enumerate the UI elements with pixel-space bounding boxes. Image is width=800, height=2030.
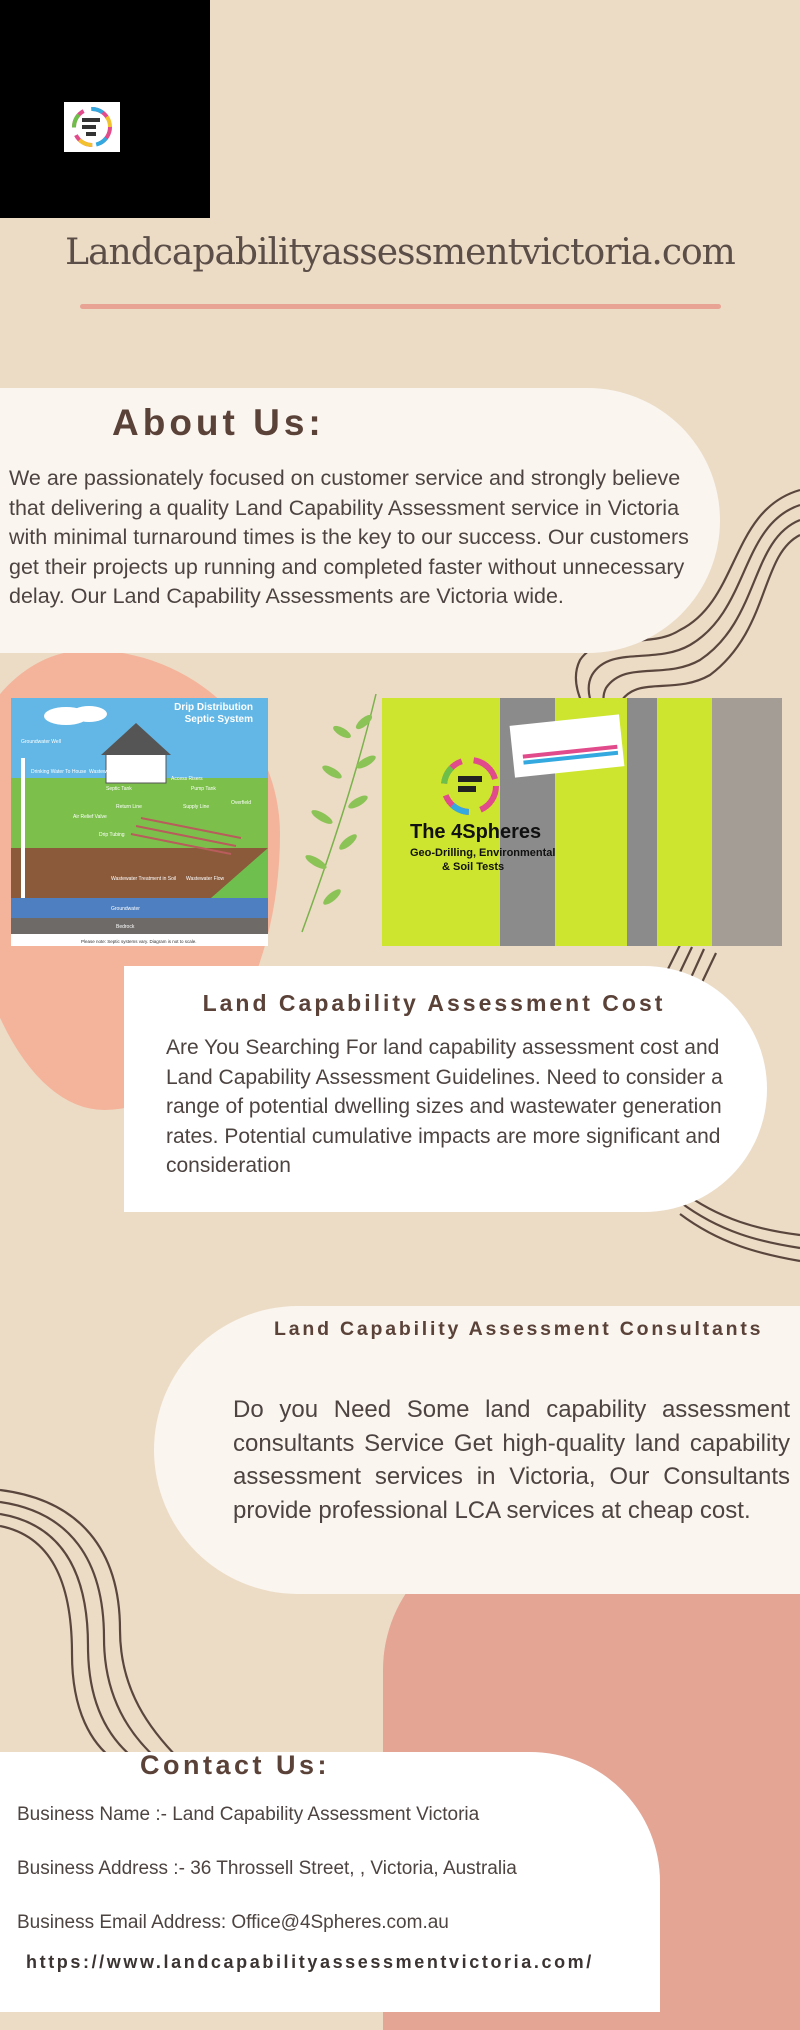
title-divider <box>80 304 721 309</box>
about-text: We are passionately focused on customer service and strongly believe that delivering a quality Land Capability Assessment service in Victoria with minimal turnaround times is the key to our success. Our customers get their projects up running and completed faster without unnecessary delay. Our Land Capability Assessments are Victoria wide. <box>9 466 689 608</box>
vest-tagline-line2: & Soil Tests <box>442 861 505 873</box>
septic-title-line2: Septic System <box>184 714 253 725</box>
label-groundwater: Groundwater <box>111 906 140 912</box>
label-wastewater-flow: Wastewater Flow <box>186 876 225 882</box>
label-drinking-water: Drinking Water To House <box>31 769 87 775</box>
label-access-risers: Access Risers <box>171 776 203 782</box>
branded-vest-photo <box>382 698 782 946</box>
contact-heading: Contact Us: <box>140 1750 331 1780</box>
cost-text: Are You Searching For land capability assessment cost and Land Capability Assessment Guidelines. Need to consider a range of potential dwelling sizes and wastewater generation rates. Potential cumulative impacts are more significant and consideration <box>166 1036 723 1177</box>
label-drip-tubing: Drip Tubing <box>99 832 125 838</box>
business-email[interactable]: Business Email Address: Office@4Spheres.com.au <box>17 1912 449 1933</box>
spheres-logo-icon <box>64 102 120 152</box>
septic-caption: Please note: Septic systems vary. Diagram is not to scale. <box>81 939 197 944</box>
label-air-relief-valve: Air Relief Valve <box>73 814 107 820</box>
label-wastewater-treatment: Wastewater Treatment in Soil <box>111 876 177 882</box>
label-wastewater-from-house: Wastewater From House <box>89 769 145 775</box>
contact-card <box>0 1752 660 2012</box>
label-bedrock: Bedrock <box>116 924 135 930</box>
about-heading: About Us: <box>112 402 325 443</box>
business-address: Business Address :- 36 Throssell Street, , Victoria, Australia <box>17 1858 517 1879</box>
vest-brand-text: The 4Spheres <box>410 821 542 843</box>
septic-title-line1: Drip Distribution <box>174 702 253 713</box>
vest-tagline-line1: Geo-Drilling, Environmental <box>410 847 556 859</box>
label-return-line: Return Line <box>116 804 142 810</box>
label-supply-line: Supply Line <box>183 804 210 810</box>
label-septic-tank: Septic Tank <box>106 786 132 792</box>
company-logo <box>64 102 120 152</box>
label-pump-tank: Pump Tank <box>191 786 216 792</box>
site-title: Landcapabilityassessmentvictoria.com <box>65 232 735 273</box>
logo-block <box>0 0 210 218</box>
label-groundwater-well: Groundwater Well <box>21 739 61 745</box>
website-link[interactable]: https://www.landcapabilityassessmentvictoria.com/ <box>26 1952 594 1972</box>
consultants-heading: Land Capability Assessment Consultants <box>274 1318 764 1340</box>
cost-heading: Land Capability Assessment Cost <box>202 990 666 1016</box>
consultants-text: Do you Need Some land capability assessment consultants Service Get high-quality land capability assessment services in Victoria, Our Consultants provide professional LCA services at cheap cost. <box>233 1396 790 1524</box>
label-overfield: Overfield <box>231 800 252 806</box>
decorative-leaf-branch <box>292 692 384 942</box>
septic-system-diagram <box>11 698 268 946</box>
decorative-wavy-lines-left <box>0 1480 200 1760</box>
business-name: Business Name :- Land Capability Assessment Victoria <box>17 1804 480 1825</box>
